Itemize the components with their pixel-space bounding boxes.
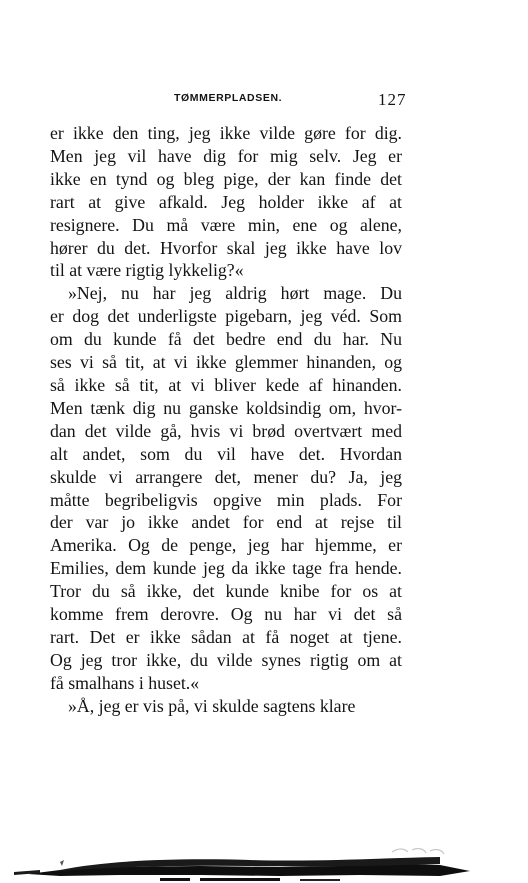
text-line: Men tænk dig nu ganske koldsindig om, hvor- <box>50 397 402 418</box>
running-header <box>0 92 528 110</box>
text-line: rart at give afkald. Jeg holder ikke af at <box>50 191 402 212</box>
text-line: få smalhans i huset.« <box>50 672 200 693</box>
text-line: om du kunde få det bedre end du har. Nu <box>50 329 402 350</box>
text-line: ikke en tynd og bleg pige, der kan finde det <box>50 168 402 189</box>
text-line: måtte begribeligvis opgive min plads. For <box>50 489 402 510</box>
text-line: Amerika. Og de penge, jeg har hjemme, er <box>50 535 402 556</box>
text-line: Tror du så ikke, det kunde knibe for os at <box>50 581 402 602</box>
text-line: dan det vilde gå, hvis vi brød overtvært med <box>50 420 402 441</box>
text-line: Og jeg tror ikke, du vilde synes rigtig om at <box>50 649 402 670</box>
text-line: er ikke den ting, jeg ikke vilde gøre for dig. <box>50 123 402 143</box>
text-line: er dog det underligste pigebarn, jeg véd. Som <box>50 306 402 327</box>
text-line: så ikke så tit, at vi bliver kede af hinanden. <box>50 374 402 395</box>
text-line: skulde vi arrangere det, mener du? Ja, jeg <box>50 466 402 487</box>
text-line: hører du det. Hvorfor skal jeg ikke have lov <box>50 237 402 258</box>
text-line: Emilies, dem kunde jeg da ikke tage fra hende. <box>50 558 402 579</box>
scan-edge-artifact <box>0 840 528 883</box>
text-line: resignere. Du må være min, ene og alene, <box>50 214 402 235</box>
text-line: komme frem derovre. Og nu har vi det så <box>50 604 402 625</box>
text-line: alt andet, som du vil have det. Hvordan <box>50 443 402 464</box>
text-line: »Å, jeg er vis på, vi skulde sagtens klare <box>68 695 356 716</box>
text-line: der var jo ikke andet for end at rejse til <box>50 512 402 533</box>
body-text <box>50 122 402 718</box>
text-line: Men jeg vil have dig for mig selv. Jeg er <box>50 145 402 166</box>
text-line: rart. Det er ikke sådan at få noget at tjene. <box>50 626 402 647</box>
text-line: ses vi så tit, at vi ikke glemmer hinanden, og <box>50 352 402 373</box>
text-line: »Nej, nu har jeg aldrig hørt mage. Du <box>68 283 402 304</box>
running-title: TØMMERPLADSEN. <box>174 92 283 104</box>
text-line: til at være rigtig lykkelig?« <box>50 260 244 281</box>
page-number: 127 <box>378 90 407 109</box>
